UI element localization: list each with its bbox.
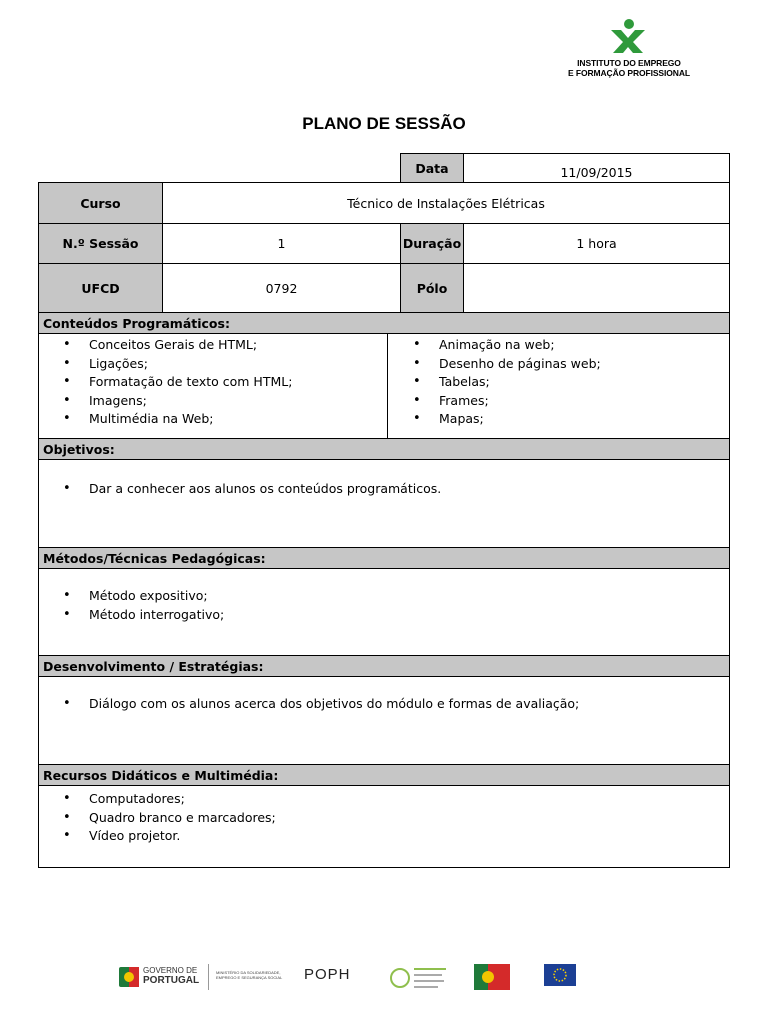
data-label: Data [400, 153, 464, 183]
ufcd-value: 0792 [162, 263, 401, 313]
list-item: • Método interrogativo; [39, 606, 224, 625]
metodos-heading: Métodos/Técnicas Pedagógicas: [38, 547, 730, 569]
ministry-text: MINISTÉRIO DA SOLIDARIEDADE, EMPREGO E SEGURANÇA SOCIAL [216, 970, 283, 980]
list-item: • Computadores; [39, 790, 276, 809]
portugal-shield-icon [118, 964, 140, 990]
curso-label: Curso [38, 182, 163, 224]
eu-flag-icon [544, 964, 576, 986]
objetivos-heading: Objetivos: [38, 438, 730, 460]
recursos-box [38, 785, 730, 868]
iefp-emblem-icon [608, 18, 648, 54]
logo-line-1: INSTITUTO DO EMPREGO [577, 58, 681, 68]
list-item: • Tabelas; [389, 373, 601, 392]
duracao-label: Duração [400, 223, 464, 264]
list-item: • Imagens; [39, 392, 292, 411]
desenvolvimento-box [38, 676, 730, 765]
sessao-label: N.º Sessão [38, 223, 163, 264]
ufcd-label: UFCD [38, 263, 163, 313]
sessao-value: 1 [162, 223, 401, 264]
list-item: • Método expositivo; [39, 587, 224, 606]
conteudos-left-list [39, 336, 292, 429]
iefp-logo [568, 18, 690, 84]
desenvolvimento-heading: Desenvolvimento / Estratégias: [38, 655, 730, 677]
conteudos-box [38, 333, 730, 439]
polo-value [463, 263, 730, 313]
conteudos-divider [387, 334, 388, 438]
objetivos-box [38, 459, 730, 548]
recursos-heading: Recursos Didáticos e Multimédia: [38, 764, 730, 786]
objetivos-list [39, 480, 441, 499]
curso-value: Técnico de Instalações Elétricas [162, 182, 730, 224]
conteudos-right-list [389, 336, 601, 429]
governo-line-2: PORTUGAL [143, 975, 200, 986]
list-item: • Animação na web; [389, 336, 601, 355]
list-item: • Formatação de texto com HTML; [39, 373, 292, 392]
list-item: • Ligações; [39, 355, 292, 374]
logo-line-2: E FORMAÇÃO PROFISSIONAL [568, 68, 690, 78]
governo-portugal-logo [118, 962, 228, 994]
metodos-box [38, 568, 730, 656]
list-item: • Desenho de páginas web; [389, 355, 601, 374]
poph-logo: POPH [304, 966, 351, 983]
list-item: • Mapas; [389, 410, 601, 429]
list-item: • Vídeo projetor. [39, 827, 276, 846]
qren-logo-icon [390, 964, 450, 992]
list-item: • Conceitos Gerais de HTML; [39, 336, 292, 355]
governo-line-1: GOVERNO DE [143, 966, 198, 975]
list-item: • Multimédia na Web; [39, 410, 292, 429]
list-item: • Dar a conhecer aos alunos os conteúdos programáticos. [39, 480, 441, 499]
footer-logos [118, 958, 598, 998]
portugal-flag-icon [474, 964, 510, 990]
recursos-list [39, 790, 276, 846]
list-item: • Quadro branco e marcadores; [39, 809, 276, 828]
polo-label: Pólo [400, 263, 464, 313]
desenvolvimento-list [39, 695, 579, 714]
duracao-value: 1 hora [463, 223, 730, 264]
footer-divider [208, 964, 209, 990]
data-value: 11/09/2015 [463, 153, 730, 183]
page-title: PLANO DE SESSÃO [302, 114, 466, 133]
list-item: • Frames; [389, 392, 601, 411]
metodos-list [39, 587, 224, 624]
list-item: • Diálogo com os alunos acerca dos objetivos do módulo e formas de avaliação; [39, 695, 579, 714]
conteudos-heading: Conteúdos Programáticos: [38, 312, 730, 334]
